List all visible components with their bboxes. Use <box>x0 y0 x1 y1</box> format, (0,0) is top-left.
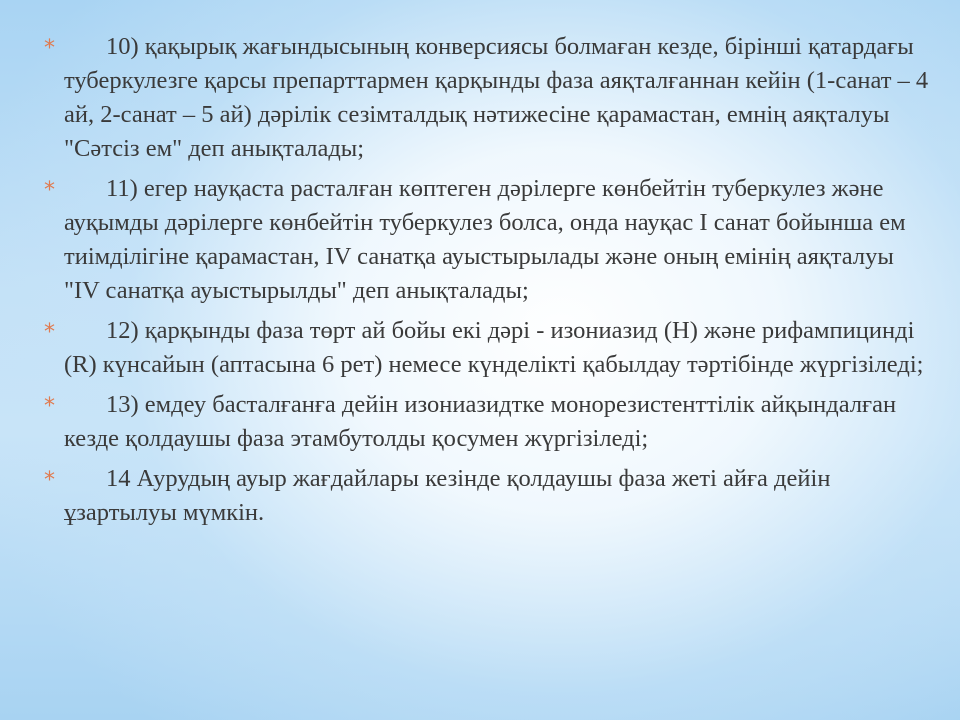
bullet-icon: * <box>44 468 55 493</box>
list-item-text: 10) қақырық жағындысының конверсиясы болмаған кезде, бірінші қатардағы туберкулезге қарсы препарттармен қарқынды фаза аяқталғаннан кейін (1-санат – 4 ай, 2-санат – 5 ай) дәрілік сезімталдық нәтижесіне қарамастан, емнің аяқталуы "Сәтсіз ем" деп анықталады; <box>64 33 929 162</box>
bullet-icon: * <box>44 178 55 203</box>
bullet-list <box>44 30 934 536</box>
list-item <box>44 172 934 308</box>
list-item-text: 14 Аурудың ауыр жағдайлары кезінде қолдаушы фаза жеті айға дейін ұзартылуы мүмкін. <box>64 465 831 526</box>
list-item-text: 11) егер науқаста расталған көптеген дәрілерге көнбейтін туберкулез және ауқымды дәрілерге көнбейтін туберкулез болса, онда науқас I санат бойынша ем тиімділігіне қарамастан, IV санатқа ауыстырылады және оның емінің аяқталуы "IV санатқа ауыстырылды" деп анықталады; <box>64 175 906 304</box>
list-item <box>44 30 934 166</box>
list-item-text: 12) қарқынды фаза төрт ай бойы екі дәрі - изониазид (H) және рифампицинді (R) күнсайын (аптасына 6 рет) немесе күнделікті қабылдау тәртібінде жүргізіледі; <box>64 317 924 378</box>
bullet-icon: * <box>44 394 55 419</box>
list-item <box>44 388 934 456</box>
list-item <box>44 314 934 382</box>
list-item <box>44 462 934 530</box>
bullet-icon: * <box>44 320 55 345</box>
bullet-icon: * <box>44 36 55 61</box>
list-item-text: 13) емдеу басталғанға дейін изониазидтке монорезистенттілік айқындалған кезде қолдаушы фаза этамбутолды қосумен жүргізіледі; <box>64 391 897 452</box>
